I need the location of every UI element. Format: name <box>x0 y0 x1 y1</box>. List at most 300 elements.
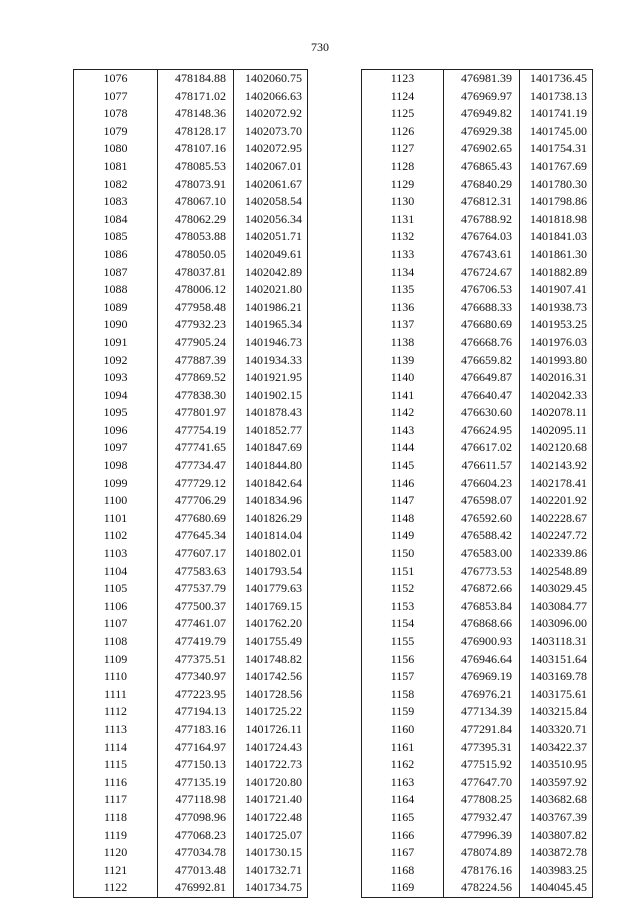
x-coordinate-cell: 477164.97 <box>158 739 234 757</box>
point-number-cell: 1085 <box>74 228 158 246</box>
x-coordinate-cell: 477291.84 <box>444 721 520 739</box>
table-row <box>362 228 593 246</box>
point-number-cell: 1168 <box>362 862 444 880</box>
x-coordinate-cell: 476868.66 <box>444 615 520 633</box>
table-row <box>74 422 308 440</box>
point-number-cell: 1147 <box>362 492 444 510</box>
table-row <box>362 721 593 739</box>
point-number-cell: 1140 <box>362 369 444 387</box>
point-number-cell: 1119 <box>74 827 158 845</box>
point-number-cell: 1082 <box>74 176 158 194</box>
point-number-cell: 1106 <box>74 598 158 616</box>
table-row <box>74 404 308 422</box>
x-coordinate-cell: 478074.89 <box>444 844 520 862</box>
point-number-cell: 1078 <box>74 105 158 123</box>
table-row <box>74 475 308 493</box>
table-row <box>362 281 593 299</box>
point-number-cell: 1163 <box>362 774 444 792</box>
point-number-cell: 1126 <box>362 123 444 141</box>
y-coordinate-cell: 1401907.41 <box>530 282 587 297</box>
y-coordinate-cell: 1401802.01 <box>245 546 302 561</box>
y-coordinate-cell: 1403510.95 <box>530 757 587 772</box>
point-number-cell: 1125 <box>362 105 444 123</box>
x-coordinate-cell: 477729.12 <box>158 475 234 493</box>
table-row <box>74 334 308 352</box>
point-number-cell: 1104 <box>74 563 158 581</box>
y-coordinate-cell: 1401724.43 <box>245 739 302 754</box>
point-number-cell: 1159 <box>362 703 444 721</box>
table-row <box>362 563 593 581</box>
y-coordinate-cell: 1401769.15 <box>245 598 302 613</box>
table-row <box>362 827 593 845</box>
y-coordinate-cell: 1403118.31 <box>530 634 587 648</box>
point-number-cell: 1107 <box>74 615 158 633</box>
y-coordinate-cell: 1402247.72 <box>530 528 587 543</box>
x-coordinate-cell: 477150.13 <box>158 756 234 774</box>
y-coordinate-cell: 1401878.43 <box>245 405 302 420</box>
x-coordinate-cell: 477013.48 <box>158 862 234 880</box>
point-number-cell: 1136 <box>362 299 444 317</box>
table-row <box>74 809 308 827</box>
table-row <box>362 70 593 88</box>
y-coordinate-cell: 1403096.00 <box>530 616 587 631</box>
point-number-cell: 1151 <box>362 563 444 581</box>
x-coordinate-cell: 477500.37 <box>158 598 234 616</box>
x-coordinate-cell: 477887.39 <box>158 352 234 370</box>
y-coordinate-cell: 1401754.31 <box>530 141 587 156</box>
y-coordinate-cell: 1401946.73 <box>245 334 302 349</box>
x-coordinate-cell: 477905.24 <box>158 334 234 352</box>
x-coordinate-cell: 478128.17 <box>158 123 234 141</box>
coordinate-table-left <box>73 69 308 898</box>
y-coordinate-cell: 1403320.71 <box>530 721 587 736</box>
point-number-cell: 1162 <box>362 756 444 774</box>
point-number-cell: 1121 <box>74 862 158 880</box>
x-coordinate-cell: 476981.39 <box>444 70 520 88</box>
y-coordinate-cell: 1401725.22 <box>245 704 302 719</box>
y-coordinate-cell: 1401722.73 <box>245 757 302 772</box>
point-number-cell: 1077 <box>74 88 158 106</box>
y-coordinate-cell: 1402066.63 <box>245 88 302 103</box>
x-coordinate-cell: 477838.30 <box>158 387 234 405</box>
x-coordinate-cell: 476853.84 <box>444 598 520 616</box>
point-number-cell: 1145 <box>362 457 444 475</box>
y-coordinate-cell: 1403084.77 <box>530 598 587 613</box>
y-coordinate-cell: 1401755.49 <box>245 634 302 648</box>
y-coordinate-cell: 1402178.41 <box>530 475 587 490</box>
table-row <box>74 211 308 229</box>
x-coordinate-cell: 477135.19 <box>158 774 234 792</box>
point-number-cell: 1141 <box>362 387 444 405</box>
table-row <box>74 703 308 721</box>
x-coordinate-cell: 478073.91 <box>158 176 234 194</box>
y-coordinate-cell: 1403682.68 <box>530 792 587 807</box>
y-coordinate-cell: 1401722.48 <box>245 809 302 824</box>
y-coordinate-cell: 1403872.78 <box>530 845 587 860</box>
y-coordinate-cell: 1403029.45 <box>530 581 587 596</box>
y-coordinate-cell: 1401986.21 <box>245 299 302 314</box>
y-coordinate-cell: 1401721.40 <box>245 792 302 807</box>
point-number-cell: 1166 <box>362 827 444 845</box>
point-number-cell: 1113 <box>74 721 158 739</box>
point-number-cell: 1081 <box>74 158 158 176</box>
x-coordinate-cell: 478053.88 <box>158 228 234 246</box>
y-coordinate-cell: 1401902.15 <box>245 387 302 402</box>
x-coordinate-cell: 476992.81 <box>158 879 234 897</box>
table-row <box>74 721 308 739</box>
y-coordinate-cell: 1401728.56 <box>245 686 302 701</box>
point-number-cell: 1105 <box>74 580 158 598</box>
table-row <box>74 316 308 334</box>
x-coordinate-cell: 477647.70 <box>444 774 520 792</box>
point-number-cell: 1086 <box>74 246 158 264</box>
x-coordinate-cell: 477869.52 <box>158 369 234 387</box>
point-number-cell: 1133 <box>362 246 444 264</box>
y-coordinate-cell: 1401834.96 <box>245 493 302 508</box>
x-coordinate-cell: 477932.47 <box>444 809 520 827</box>
y-coordinate-cell: 1401742.56 <box>245 669 302 684</box>
table-row <box>362 158 593 176</box>
point-number-cell: 1080 <box>74 140 158 158</box>
y-coordinate-cell: 1402143.92 <box>530 458 587 473</box>
table-row <box>362 686 593 704</box>
y-coordinate-cell: 1401847.69 <box>245 440 302 455</box>
x-coordinate-cell: 477583.63 <box>158 563 234 581</box>
point-number-cell: 1137 <box>362 316 444 334</box>
x-coordinate-cell: 476840.29 <box>444 176 520 194</box>
point-number-cell: 1157 <box>362 668 444 686</box>
x-coordinate-cell: 476949.82 <box>444 105 520 123</box>
table-row <box>74 176 308 194</box>
y-coordinate-cell: 1401842.64 <box>245 475 302 490</box>
x-coordinate-cell: 476668.76 <box>444 334 520 352</box>
x-coordinate-cell: 476872.66 <box>444 580 520 598</box>
point-number-cell: 1118 <box>74 809 158 827</box>
point-number-cell: 1083 <box>74 193 158 211</box>
table-row <box>362 774 593 792</box>
x-coordinate-cell: 477996.39 <box>444 827 520 845</box>
point-number-cell: 1149 <box>362 527 444 545</box>
y-coordinate-cell: 1401762.20 <box>245 616 302 631</box>
point-number-cell: 1142 <box>362 404 444 422</box>
table-row <box>362 545 593 563</box>
x-coordinate-cell: 478176.16 <box>444 862 520 880</box>
point-number-cell: 1131 <box>362 211 444 229</box>
point-number-cell: 1108 <box>74 633 158 651</box>
point-number-cell: 1158 <box>362 686 444 704</box>
table-row <box>74 88 308 106</box>
table-row <box>74 633 308 651</box>
x-coordinate-cell: 476788.92 <box>444 211 520 229</box>
table-row <box>74 140 308 158</box>
y-coordinate-cell: 1402058.54 <box>245 194 302 209</box>
table-row <box>362 527 593 545</box>
y-coordinate-cell: 1402228.67 <box>530 510 587 525</box>
point-number-cell: 1102 <box>74 527 158 545</box>
table-row <box>74 598 308 616</box>
x-coordinate-cell: 478006.12 <box>158 281 234 299</box>
y-coordinate-cell: 1401767.69 <box>530 158 587 173</box>
y-coordinate-cell: 1401938.73 <box>530 299 587 314</box>
x-coordinate-cell: 478085.53 <box>158 158 234 176</box>
x-coordinate-cell: 476900.93 <box>444 633 520 651</box>
x-coordinate-cell: 476946.64 <box>444 651 520 669</box>
y-coordinate-cell: 1401965.34 <box>245 317 302 332</box>
point-number-cell: 1076 <box>74 70 158 88</box>
y-coordinate-cell: 1401720.80 <box>245 774 302 789</box>
y-coordinate-cell: 1403175.61 <box>530 686 587 701</box>
y-coordinate-cell: 1402095.11 <box>530 422 587 437</box>
table-row <box>362 703 593 721</box>
point-number-cell: 1120 <box>74 844 158 862</box>
point-number-cell: 1135 <box>362 281 444 299</box>
table-row <box>74 563 308 581</box>
table-row <box>74 545 308 563</box>
table-row <box>74 193 308 211</box>
table-row <box>362 862 593 880</box>
x-coordinate-cell: 476624.95 <box>444 422 520 440</box>
x-coordinate-cell: 476969.97 <box>444 88 520 106</box>
table-row <box>362 492 593 510</box>
table-row <box>74 756 308 774</box>
x-coordinate-cell: 477537.79 <box>158 580 234 598</box>
point-number-cell: 1099 <box>74 475 158 493</box>
x-coordinate-cell: 478050.05 <box>158 246 234 264</box>
point-number-cell: 1156 <box>362 651 444 669</box>
y-coordinate-cell: 1401818.98 <box>530 211 587 226</box>
table-row <box>74 246 308 264</box>
table-row <box>74 668 308 686</box>
point-number-cell: 1092 <box>74 352 158 370</box>
table-row <box>362 457 593 475</box>
y-coordinate-cell: 1402339.86 <box>530 546 587 561</box>
table-row <box>74 791 308 809</box>
table-row <box>74 352 308 370</box>
point-number-cell: 1093 <box>74 369 158 387</box>
y-coordinate-cell: 1401861.30 <box>530 246 587 261</box>
table-row <box>362 739 593 757</box>
point-number-cell: 1094 <box>74 387 158 405</box>
x-coordinate-cell: 477958.48 <box>158 299 234 317</box>
x-coordinate-cell: 477194.13 <box>158 703 234 721</box>
table-row <box>362 756 593 774</box>
y-coordinate-cell: 1402021.80 <box>245 282 302 297</box>
table-row <box>74 580 308 598</box>
y-coordinate-cell: 1401844.80 <box>245 458 302 473</box>
y-coordinate-cell: 1401745.00 <box>530 123 587 138</box>
x-coordinate-cell: 477375.51 <box>158 651 234 669</box>
table-row <box>74 862 308 880</box>
x-coordinate-cell: 477706.29 <box>158 492 234 510</box>
point-number-cell: 1101 <box>74 510 158 528</box>
x-coordinate-cell: 478171.02 <box>158 88 234 106</box>
page-number: 730 <box>311 40 329 54</box>
table-row <box>362 633 593 651</box>
point-number-cell: 1165 <box>362 809 444 827</box>
table-row <box>74 387 308 405</box>
x-coordinate-cell: 477134.39 <box>444 703 520 721</box>
point-number-cell: 1122 <box>74 879 158 897</box>
y-coordinate-cell: 1402056.34 <box>245 211 302 226</box>
table-row <box>362 316 593 334</box>
x-coordinate-cell: 476659.82 <box>444 352 520 370</box>
x-coordinate-cell: 477183.16 <box>158 721 234 739</box>
y-coordinate-cell: 1401976.03 <box>530 334 587 349</box>
y-coordinate-cell: 1403597.92 <box>530 774 587 789</box>
y-coordinate-cell: 1401726.11 <box>245 721 302 736</box>
x-coordinate-cell: 477068.23 <box>158 827 234 845</box>
point-number-cell: 1152 <box>362 580 444 598</box>
table-row <box>74 527 308 545</box>
table-row <box>362 580 593 598</box>
y-coordinate-cell: 1401814.04 <box>245 528 302 543</box>
x-coordinate-cell: 477801.97 <box>158 404 234 422</box>
table-row <box>362 176 593 194</box>
y-coordinate-cell: 1401993.80 <box>530 352 587 367</box>
point-number-cell: 1150 <box>362 545 444 563</box>
x-coordinate-cell: 476706.53 <box>444 281 520 299</box>
point-number-cell: 1130 <box>362 193 444 211</box>
x-coordinate-cell: 478037.81 <box>158 264 234 282</box>
x-coordinate-cell: 477515.92 <box>444 756 520 774</box>
y-coordinate-cell: 1402078.11 <box>530 405 587 420</box>
point-number-cell: 1079 <box>74 123 158 141</box>
y-coordinate-cell: 1401934.33 <box>245 352 302 367</box>
y-coordinate-cell: 1401738.13 <box>530 88 587 103</box>
table-row <box>362 809 593 827</box>
table-row <box>362 123 593 141</box>
point-number-cell: 1132 <box>362 228 444 246</box>
x-coordinate-cell: 477461.07 <box>158 615 234 633</box>
coordinate-table-right <box>361 69 593 898</box>
point-number-cell: 1128 <box>362 158 444 176</box>
x-coordinate-cell: 478224.56 <box>444 879 520 897</box>
table-row <box>362 598 593 616</box>
y-coordinate-cell: 1401741.19 <box>530 106 587 121</box>
table-row <box>362 246 593 264</box>
point-number-cell: 1124 <box>362 88 444 106</box>
table-row <box>362 334 593 352</box>
x-coordinate-cell: 476630.60 <box>444 404 520 422</box>
table-row <box>74 457 308 475</box>
point-number-cell: 1167 <box>362 844 444 862</box>
y-coordinate-cell: 1402067.01 <box>245 158 302 173</box>
x-coordinate-cell: 478148.36 <box>158 105 234 123</box>
table-row <box>74 774 308 792</box>
x-coordinate-cell: 477932.23 <box>158 316 234 334</box>
y-coordinate-cell: 1401730.15 <box>245 845 302 860</box>
point-number-cell: 1109 <box>74 651 158 669</box>
x-coordinate-cell: 477419.79 <box>158 633 234 651</box>
y-coordinate-cell: 1402120.68 <box>530 440 587 455</box>
x-coordinate-cell: 476976.21 <box>444 686 520 704</box>
point-number-cell: 1087 <box>74 264 158 282</box>
x-coordinate-cell: 476592.60 <box>444 510 520 528</box>
y-coordinate-cell: 1402072.95 <box>245 141 302 156</box>
y-coordinate-cell: 1402072.92 <box>245 106 302 121</box>
y-coordinate-cell: 1401921.95 <box>245 370 302 385</box>
x-coordinate-cell: 476929.38 <box>444 123 520 141</box>
point-number-cell: 1160 <box>362 721 444 739</box>
x-coordinate-cell: 476640.47 <box>444 387 520 405</box>
table-row <box>362 475 593 493</box>
y-coordinate-cell: 1401725.07 <box>245 827 302 842</box>
x-coordinate-cell: 477098.96 <box>158 809 234 827</box>
point-number-cell: 1117 <box>74 791 158 809</box>
y-coordinate-cell: 1402051.71 <box>245 229 302 244</box>
point-number-cell: 1098 <box>74 457 158 475</box>
point-number-cell: 1161 <box>362 739 444 757</box>
point-number-cell: 1123 <box>362 70 444 88</box>
x-coordinate-cell: 477734.47 <box>158 457 234 475</box>
point-number-cell: 1116 <box>74 774 158 792</box>
point-number-cell: 1155 <box>362 633 444 651</box>
y-coordinate-cell: 1401953.25 <box>530 317 587 332</box>
y-coordinate-cell: 1403983.25 <box>530 862 587 877</box>
y-coordinate-cell: 1401734.75 <box>245 880 302 895</box>
table-row <box>74 281 308 299</box>
y-coordinate-cell: 1403767.39 <box>530 809 587 824</box>
y-coordinate-cell: 1402049.61 <box>245 246 302 261</box>
x-coordinate-cell: 477118.98 <box>158 791 234 809</box>
table-row <box>74 158 308 176</box>
point-number-cell: 1095 <box>74 404 158 422</box>
point-number-cell: 1111 <box>74 686 158 704</box>
table-row <box>74 492 308 510</box>
x-coordinate-cell: 476902.65 <box>444 140 520 158</box>
y-coordinate-cell: 1401882.89 <box>530 264 587 279</box>
x-coordinate-cell: 477607.17 <box>158 545 234 563</box>
point-number-cell: 1139 <box>362 352 444 370</box>
x-coordinate-cell: 476688.33 <box>444 299 520 317</box>
table-row <box>74 369 308 387</box>
table-row <box>74 827 308 845</box>
table-row <box>362 404 593 422</box>
table-row <box>74 651 308 669</box>
point-number-cell: 1084 <box>74 211 158 229</box>
table-row <box>74 105 308 123</box>
table-row <box>362 105 593 123</box>
x-coordinate-cell: 478184.88 <box>158 70 234 88</box>
y-coordinate-cell: 1403151.64 <box>530 651 587 666</box>
table-row <box>74 510 308 528</box>
x-coordinate-cell: 476680.69 <box>444 316 520 334</box>
x-coordinate-cell: 476617.02 <box>444 439 520 457</box>
x-coordinate-cell: 477223.95 <box>158 686 234 704</box>
y-coordinate-cell: 1401736.45 <box>530 71 587 85</box>
table-row <box>362 439 593 457</box>
x-coordinate-cell: 476724.67 <box>444 264 520 282</box>
point-number-cell: 1089 <box>74 299 158 317</box>
x-coordinate-cell: 476743.61 <box>444 246 520 264</box>
point-number-cell: 1148 <box>362 510 444 528</box>
y-coordinate-cell: 1402042.33 <box>530 387 587 402</box>
x-coordinate-cell: 477034.78 <box>158 844 234 862</box>
table-row <box>362 140 593 158</box>
table-row <box>362 791 593 809</box>
table-row <box>74 615 308 633</box>
table-row <box>362 264 593 282</box>
x-coordinate-cell: 476588.42 <box>444 527 520 545</box>
table-row <box>74 264 308 282</box>
table-row <box>74 299 308 317</box>
table-row <box>362 299 593 317</box>
table-row <box>362 88 593 106</box>
y-coordinate-cell: 1403807.82 <box>530 827 587 842</box>
point-number-cell: 1114 <box>74 739 158 757</box>
point-number-cell: 1090 <box>74 316 158 334</box>
x-coordinate-cell: 476598.07 <box>444 492 520 510</box>
